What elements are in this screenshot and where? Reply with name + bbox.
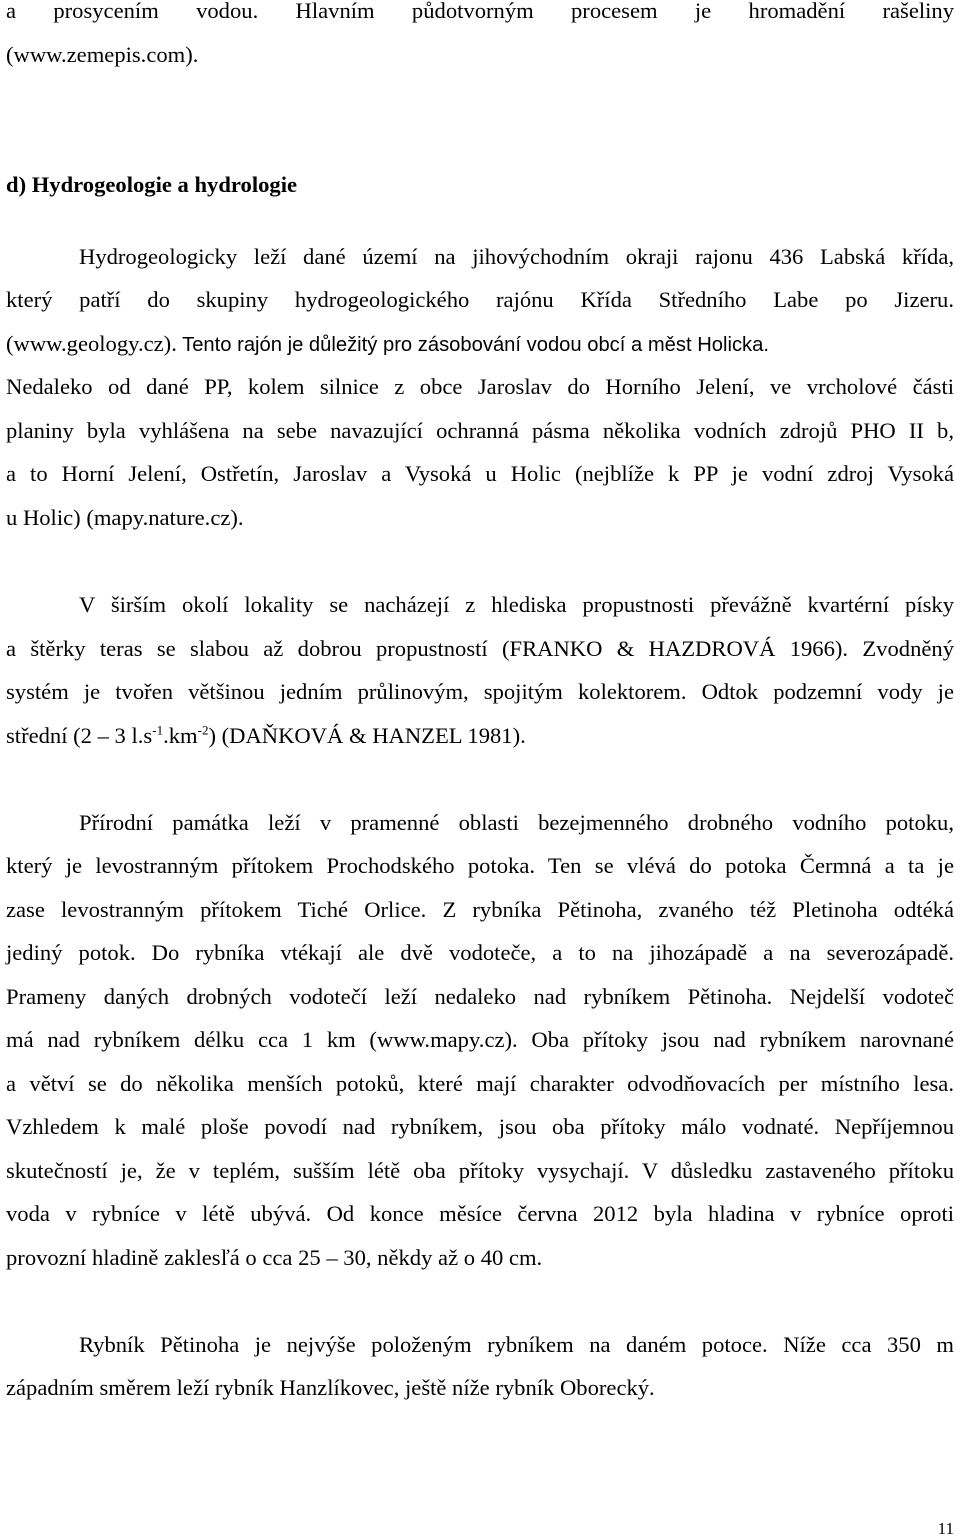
text-line: a štěrky teras se slabou až dobrou propustností (FRANKO & HAZDROVÁ 1966). Zvodněný (6, 636, 954, 661)
reference-link: (www.geology.cz). (6, 331, 177, 356)
text-line: západním směrem leží rybník Hanzlíkovec, ještě níže rybník Oborecký. (6, 1375, 655, 1400)
superscript: -1 (152, 722, 164, 738)
text-line: Rybník Pětinoha je nejvýše položeným rybníkem na daném potoce. Níže cca 350 m (79, 1332, 954, 1357)
superscript: -2 (197, 722, 209, 738)
text-line (6, 721, 954, 751)
text-line: voda v rybníce v létě ubývá. Od konce měsíce června 2012 byla hladina v rybníce oproti (6, 1201, 954, 1226)
text-line: který patří do skupiny hydrogeologického rajónu Křída Středního Labe po Jizeru. (6, 287, 954, 312)
text-line: a to Horní Jelení, Ostřetín, Jaroslav a Vysoká u Holic (nejblíže k PP je vodní zdroj Vysoká (6, 461, 954, 486)
text-line: Prameny daných drobných vodotečí leží nedaleko nad rybníkem Pětinoha. Nejdelší vodoteč (6, 984, 954, 1009)
text-line: Vzhledem k malé ploše povodí nad rybníkem, jsou oba přítoky málo vodnaté. Nepříjemnou (6, 1114, 954, 1139)
text-line: a větví se do několika menších potoků, které mají charakter odvodňovacích per místního lesa. (6, 1071, 954, 1096)
text-span: .km (163, 723, 198, 748)
text-span: střední (2 – 3 l.s (6, 723, 153, 748)
text-line: a prosycením vodou. Hlavním půdotvorným procesem je hromadění rašeliny (6, 0, 954, 23)
text-line: má nad rybníkem délku cca 1 km (www.mapy.cz). Oba přítoky jsou nad rybníkem narovnané (6, 1027, 954, 1052)
text-span: Tento rajón je důležitý pro zásobování vodou obcí a měst Holicka. (176, 334, 769, 356)
text-line: provozní hladině zaklesľá o cca 25 – 30, někdy až o 40 cm. (6, 1245, 543, 1270)
page-number: 11 (937, 1519, 954, 1538)
text-line: (www.zemepis.com). (6, 42, 199, 67)
text-line: systém je tvořen většinou jedním průlinovým, spojitým kolektorem. Odtok podzemní vody je (6, 679, 954, 704)
text-line: u Holic) (mapy.nature.cz). (6, 505, 244, 530)
text-line: skutečností je, že v teplém, sušším létě oba přítoky vysychají. V důsledku zastaveného přítoku (6, 1158, 954, 1183)
text-line: planiny byla vyhlášena na sebe navazující ochranná pásma několika vodních zdrojů PHO II b, (6, 418, 954, 443)
text-line: který je levostranným přítokem Prochodského potoka. Ten se vlévá do potoka Čermná a ta je (6, 853, 954, 878)
section-heading: d) Hydrogeologie a hydrologie (6, 172, 298, 197)
text-line: jediný potok. Do rybníka vtékají ale dvě vodoteče, a to na jihozápadě a na severozápadě. (6, 940, 954, 965)
text-line: Přírodní památka leží v pramenné oblasti bezejmenného drobného vodního potoku, (79, 810, 954, 835)
text-line (6, 329, 954, 359)
text-line: Hydrogeologicky leží dané území na jihovýchodním okraji rajonu 436 Labská křída, (79, 244, 954, 269)
text-span: ) (DAŇKOVÁ & HANZEL 1981). (208, 723, 526, 748)
text-line: V širším okolí lokality se nacházejí z hlediska propustnosti převážně kvartérní písky (79, 592, 954, 617)
text-line: zase levostranným přítokem Tiché Orlice. Z rybníka Pětinoha, zvaného též Pletinoha odtéká (6, 897, 954, 922)
text-line: Nedaleko od dané PP, kolem silnice z obce Jaroslav do Horního Jelení, ve vrcholové části (6, 374, 954, 399)
